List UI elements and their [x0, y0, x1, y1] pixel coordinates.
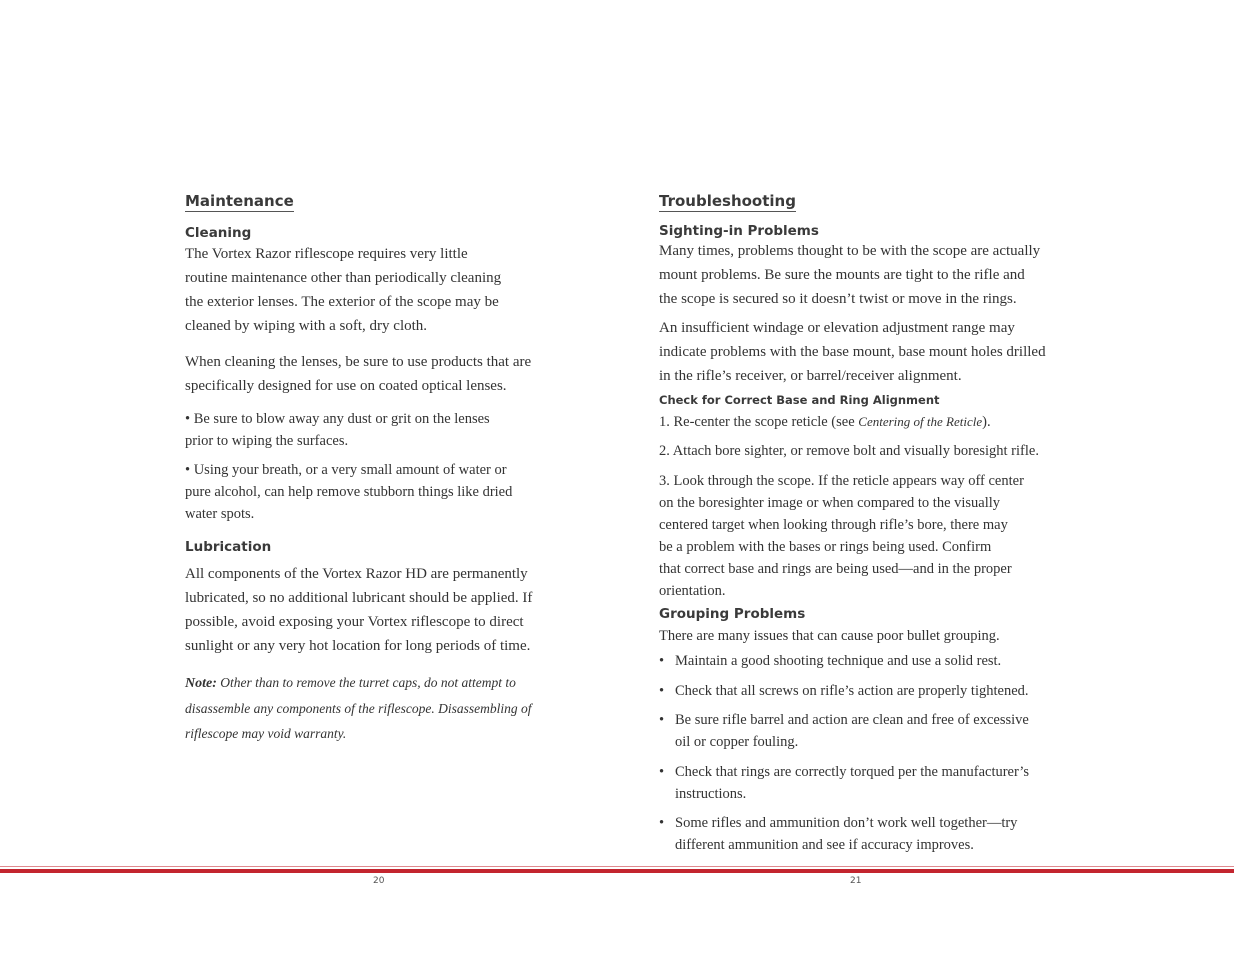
grouping-bullet	[659, 650, 1059, 672]
sighting-heading: Sighting-in Problems	[659, 223, 819, 239]
page-number-left: 20	[373, 876, 385, 886]
text-line: riflescope may void warranty.	[185, 726, 347, 741]
lubrication-heading: Lubrication	[185, 539, 272, 555]
grouping-intro: There are many issues that can cause poor bullet grouping.	[659, 628, 1000, 644]
step-2: 2. Attach bore sighter, or remove bolt and visually boresight rifle.	[659, 443, 1039, 459]
text-line: routine maintenance other than periodically cleaning	[185, 270, 502, 286]
bullet-dot: •	[659, 815, 665, 831]
maintenance-title: Maintenance	[185, 192, 294, 210]
text-line: Other than to remove the turret caps, do not attempt to	[216, 675, 516, 690]
text-line: cleaned by wiping with a soft, dry cloth.	[185, 318, 428, 334]
sighting-paragraph-1	[659, 239, 1059, 311]
cleaning-paragraph-1	[185, 242, 545, 338]
text-line: Some rifles and ammunition don’t work well together—try	[675, 815, 1018, 831]
text-line: 3. Look through the scope. If the reticle appears way off center	[659, 473, 1024, 489]
text-line: Maintain a good shooting technique and use a solid rest.	[675, 653, 1002, 669]
text-line: When cleaning the lenses, be sure to use products that are	[185, 354, 532, 370]
text-line: in the rifle’s receiver, or barrel/receiver alignment.	[659, 368, 962, 384]
step-1	[659, 411, 1059, 433]
footer-rule	[0, 869, 1234, 873]
text-line: possible, avoid exposing your Vortex riflescope to direct	[185, 614, 524, 630]
text-line: specifically designed for use on coated optical lenses.	[185, 378, 507, 394]
text-line: The Vortex Razor riflescope requires very little	[185, 246, 468, 262]
text-line: Many times, problems thought to be with the scope are actually	[659, 243, 1041, 259]
step-3	[659, 470, 1059, 602]
step-1-reference: Centering of the Reticle	[858, 414, 983, 429]
text-line: water spots.	[185, 506, 255, 522]
text-line: • Using your breath, or a very small amount of water or	[185, 462, 507, 478]
bullet-dot: •	[659, 764, 665, 780]
sighting-paragraph-2	[659, 316, 1059, 388]
check-alignment-heading: Check for Correct Base and Ring Alignment	[659, 393, 940, 407]
text-line: Check that all screws on rifle’s action are properly tightened.	[675, 683, 1029, 699]
grouping-heading: Grouping Problems	[659, 606, 806, 622]
text-line: oil or copper fouling.	[675, 734, 799, 750]
right-page	[659, 192, 1059, 856]
text-line: pure alcohol, can help remove stubborn things like dried	[185, 484, 513, 500]
text-line: the exterior lenses. The exterior of the scope may be	[185, 294, 499, 310]
text-line: instructions.	[675, 786, 747, 802]
text-line: centered target when looking through rifle’s bore, there may	[659, 517, 1008, 533]
text-line: the scope is secured so it doesn’t twist or move in the rings.	[659, 291, 1017, 307]
cleaning-paragraph-2	[185, 350, 545, 398]
note-paragraph	[185, 670, 545, 746]
footer-rule-thin	[0, 866, 1234, 867]
cleaning-heading: Cleaning	[185, 225, 252, 241]
bullet-dot: •	[659, 653, 665, 669]
text-line: orientation.	[659, 583, 726, 599]
bullet-dot: •	[659, 683, 665, 699]
text-line: Check that rings are correctly torqued per the manufacturer’s	[675, 764, 1030, 780]
grouping-bullet	[659, 812, 1059, 856]
text-line: that correct base and rings are being used—and in the proper	[659, 561, 1012, 577]
page-number-right: 21	[850, 876, 862, 886]
cleaning-bullet-2	[185, 459, 545, 525]
bullet-dot: •	[659, 712, 665, 728]
text-line: prior to wiping the surfaces.	[185, 433, 349, 449]
grouping-bullet	[659, 680, 1059, 702]
step-1-prefix: 1. Re-center the scope reticle (see	[659, 414, 859, 430]
text-line: Be sure rifle barrel and action are clean and free of excessive	[675, 712, 1029, 728]
cleaning-bullet-1	[185, 408, 545, 452]
text-line: different ammunition and see if accuracy improves.	[675, 837, 974, 853]
step-1-suffix: ).	[982, 414, 991, 430]
grouping-bullet	[659, 709, 1059, 753]
text-line: disassemble any components of the riflescope. Disassembling of	[185, 701, 532, 716]
grouping-bullet	[659, 761, 1059, 805]
text-line: All components of the Vortex Razor HD are permanently	[185, 566, 528, 582]
text-line: be a problem with the bases or rings being used. Confirm	[659, 539, 992, 555]
left-page	[185, 192, 545, 746]
lubrication-paragraph	[185, 562, 545, 658]
text-line: indicate problems with the base mount, base mount holes drilled	[659, 344, 1046, 360]
text-line: sunlight or any very hot location for long periods of time.	[185, 638, 531, 654]
text-line: mount problems. Be sure the mounts are tight to the rifle and	[659, 267, 1025, 283]
text-line: • Be sure to blow away any dust or grit on the lenses	[185, 411, 490, 427]
troubleshooting-title: Troubleshooting	[659, 192, 796, 210]
text-line: An insufficient windage or elevation adjustment range may	[659, 320, 1015, 336]
note-label: Note:	[185, 676, 217, 691]
text-line: on the boresighter image or when compared to the visually	[659, 495, 1001, 511]
text-line: lubricated, so no additional lubricant should be applied. If	[185, 590, 533, 606]
